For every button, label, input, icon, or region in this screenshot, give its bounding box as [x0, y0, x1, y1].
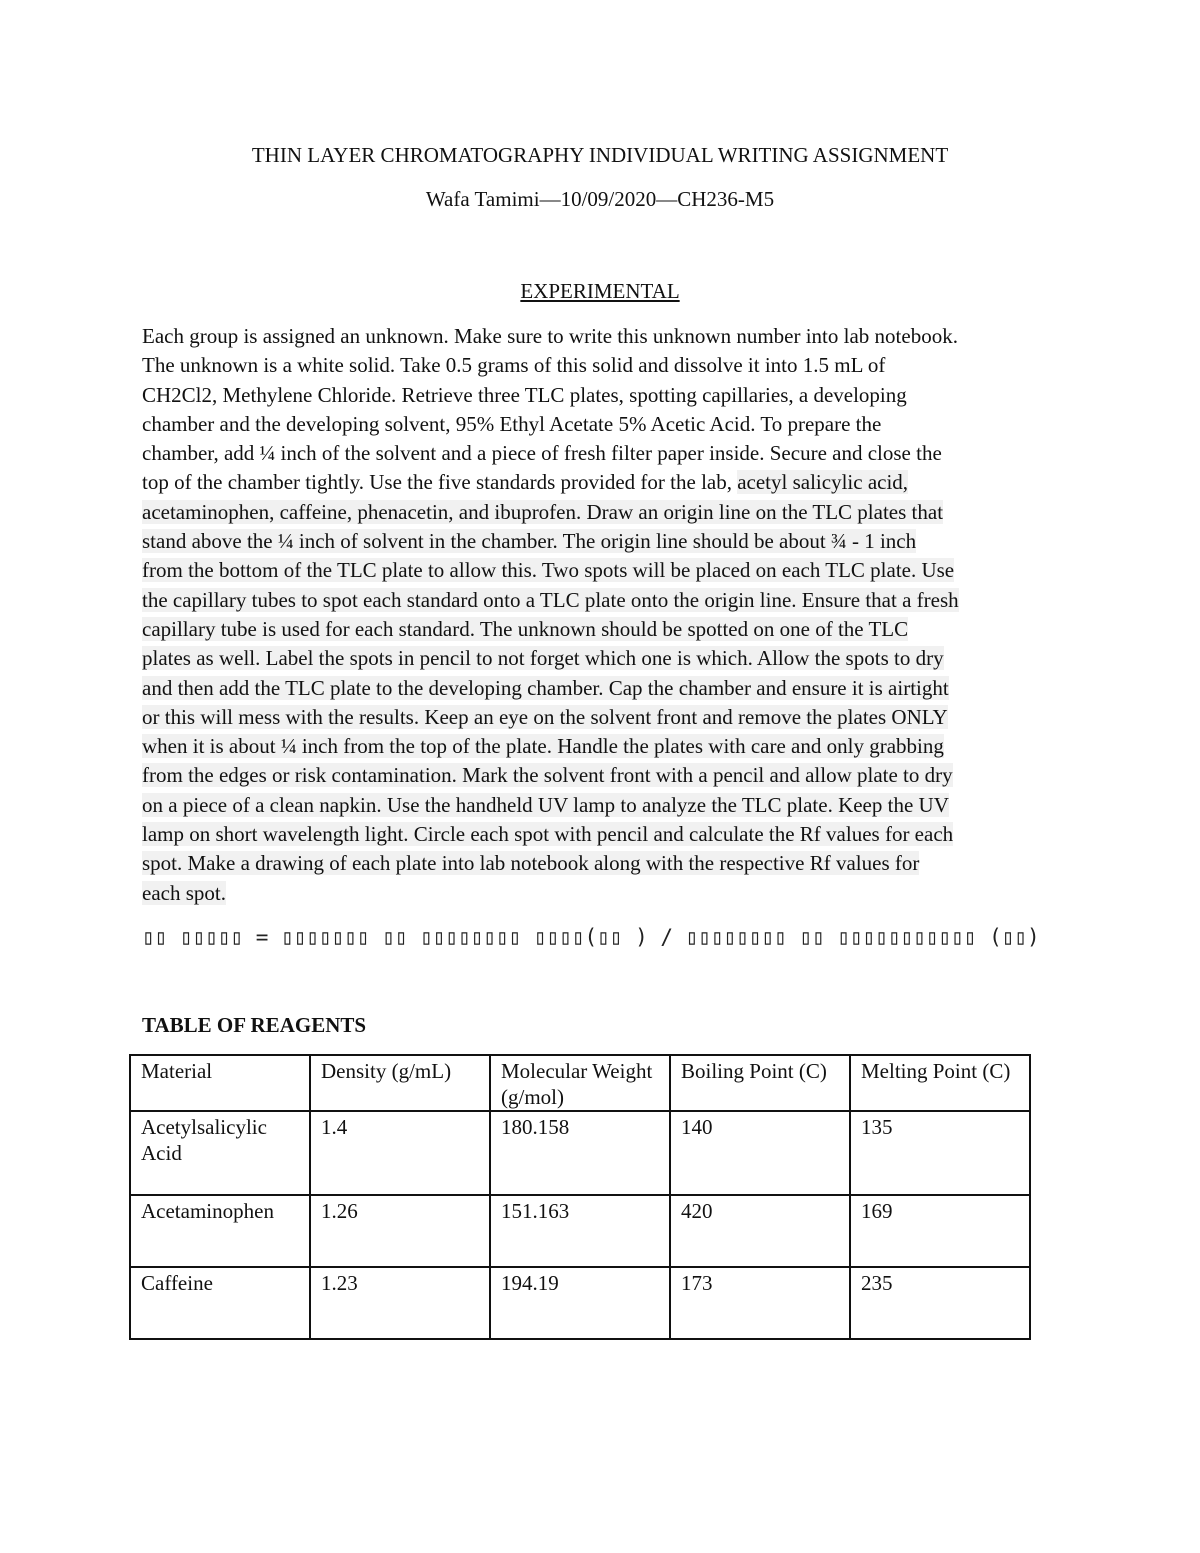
line-text: top of the chamber tightly. Use the five standards provided for the lab,	[142, 470, 738, 495]
highlighted-text: capillary tube is used for each standard. The unknown should be spotted on one of the TLC	[142, 616, 909, 641]
table-cell: 180.158	[490, 1111, 670, 1195]
table-cell: 1.23	[310, 1267, 490, 1339]
highlighted-text: acetyl salicylic acid,	[737, 470, 909, 495]
table-row	[130, 1111, 1030, 1195]
highlighted-text: acetaminophen, caffeine, phenacetin, and ibuprofen. Draw an origin line on the TLC plates that	[142, 499, 944, 524]
paragraph-line	[142, 849, 1072, 878]
reagents-table	[129, 1054, 1031, 1340]
line-text: Each group is assigned an unknown. Make sure to write this unknown number into lab notebook.	[142, 324, 958, 348]
highlighted-text: lamp on short wavelength light. Circle each spot with pencil and calculate the Rf values for each	[142, 822, 954, 847]
line-text: chamber, add ¼ inch of the solvent and a piece of fresh filter paper inside. Secure and close the	[142, 441, 942, 466]
table-cell: 135	[850, 1111, 1030, 1195]
section-heading-experimental: EXPERIMENTAL	[520, 279, 680, 303]
table-cell: 235	[850, 1267, 1030, 1339]
table-cell: Acetaminophen	[130, 1195, 310, 1267]
paragraph-line	[142, 498, 1072, 527]
rf-formula: ▯▯ ▯▯▯▯▯ = ▯▯▯▯▯▯▯ ▯▯ ▯▯▯▯▯▯▯▯ ▯▯▯▯(▯▯ ) / ▯▯▯▯▯▯▯▯ ▯▯ ▯▯▯▯▯▯▯▯▯▯▯ (▯▯)	[142, 925, 1040, 949]
table-cell: 194.19	[490, 1267, 670, 1339]
paragraph-line	[142, 322, 1072, 351]
highlighted-text: each spot.	[142, 880, 226, 905]
paragraph-line	[142, 586, 1072, 615]
line-text: The unknown is a white solid. Take 0.5 grams of this solid and dissolve it into 1.5 mL of	[142, 353, 886, 378]
paragraph-line	[142, 615, 1072, 644]
paragraph-line	[142, 410, 1072, 439]
line-text: CH2Cl2, Methylene Chloride. Retrieve three TLC plates, spotting capillaries, a developing	[142, 382, 907, 407]
column-header: Molecular Weight (g/mol)	[490, 1055, 670, 1111]
paragraph-line	[142, 644, 1072, 673]
paragraph-line	[142, 468, 1072, 497]
paragraph-line	[142, 351, 1072, 380]
highlighted-text: on a piece of a clean napkin. Use the handheld UV lamp to analyze the TLC plate. Keep the UV	[142, 792, 949, 817]
highlighted-text: from the bottom of the TLC plate to allow this. Two spots will be placed on each TLC plate. Use	[142, 558, 955, 583]
line-text: chamber and the developing solvent, 95% Ethyl Acetate 5% Acetic Acid. To prepare the	[142, 411, 882, 436]
paragraph-line	[142, 820, 1072, 849]
highlighted-text: the capillary tubes to spot each standard onto a TLC plate onto the origin line. Ensure that a fresh	[142, 587, 959, 612]
experimental-paragraph	[142, 322, 1072, 908]
paragraph-line	[142, 703, 1072, 732]
paragraph-line	[142, 439, 1072, 468]
paragraph-line	[142, 381, 1072, 410]
highlighted-text: plates as well. Label the spots in pencil to not forget which one is which. Allow the spots to dry	[142, 646, 944, 671]
table-cell: Caffeine	[130, 1267, 310, 1339]
table-cell: 140	[670, 1111, 850, 1195]
table-cell: 169	[850, 1195, 1030, 1267]
table-cell: 1.26	[310, 1195, 490, 1267]
paragraph-line	[142, 674, 1072, 703]
table-row	[130, 1267, 1030, 1339]
table-cell: 173	[670, 1267, 850, 1339]
document-title: THIN LAYER CHROMATOGRAPHY INDIVIDUAL WRITING ASSIGNMENT	[251, 143, 949, 167]
paragraph-line	[142, 527, 1072, 556]
highlighted-text: or this will mess with the results. Keep an eye on the solvent front and remove the plates ONLY	[142, 704, 948, 729]
column-header: Melting Point (C)	[850, 1055, 1030, 1111]
column-header: Material	[130, 1055, 310, 1111]
highlighted-text: from the edges or risk contamination. Mark the solvent front with a pencil and allow plate to dry	[142, 763, 953, 788]
column-header: Boiling Point (C)	[670, 1055, 850, 1111]
table-cell: 420	[670, 1195, 850, 1267]
highlighted-text: stand above the ¼ inch of solvent in the chamber. The origin line should be about ¾ - 1 inch	[142, 529, 917, 554]
paragraph-line	[142, 879, 1072, 908]
table-heading: TABLE OF REAGENTS	[142, 1013, 367, 1037]
table-header-row	[130, 1055, 1030, 1111]
highlighted-text: and then add the TLC plate to the developing chamber. Cap the chamber and ensure it is airtight	[142, 675, 949, 700]
table-cell: 151.163	[490, 1195, 670, 1267]
highlighted-text: when it is about ¼ inch from the top of the plate. Handle the plates with care and only grabbing	[142, 734, 944, 759]
table-row	[130, 1195, 1030, 1267]
paragraph-line	[142, 556, 1072, 585]
table-cell: 1.4	[310, 1111, 490, 1195]
paragraph-line	[142, 761, 1072, 790]
column-header: Density (g/mL)	[310, 1055, 490, 1111]
highlighted-text: spot. Make a drawing of each plate into lab notebook along with the respective Rf values for	[142, 851, 920, 876]
author-date-course: Wafa Tamimi—10/09/2020—CH236-M5	[425, 187, 775, 211]
table-cell: Acetylsalicylic Acid	[130, 1111, 310, 1195]
paragraph-line	[142, 791, 1072, 820]
paragraph-line	[142, 732, 1072, 761]
